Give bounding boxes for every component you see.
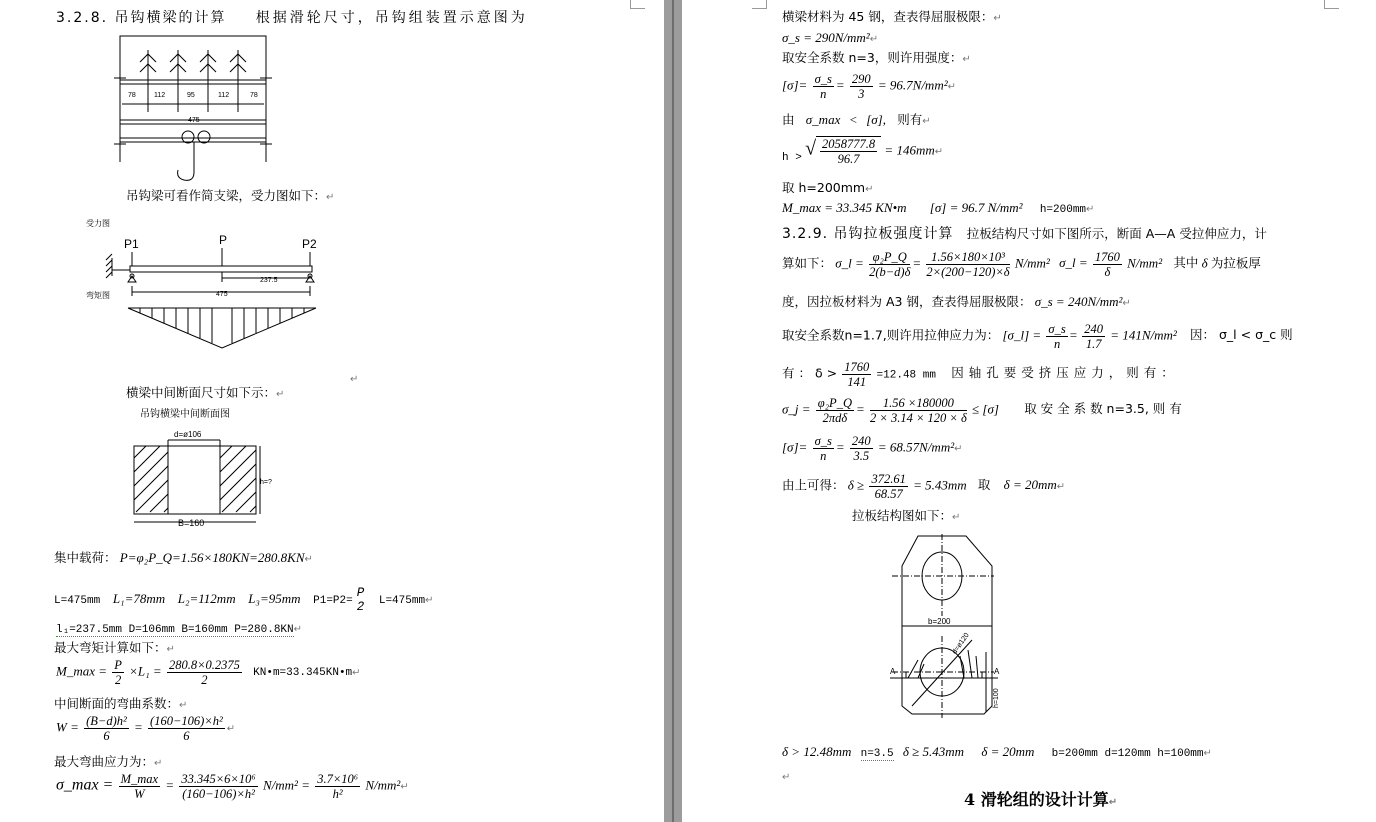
span-label: 475 xyxy=(216,291,228,298)
stress-label: 最大弯曲应力为： xyxy=(54,754,155,769)
beam-text: 吊钩梁可看作简支梁，受力图如下： xyxy=(126,188,327,203)
load-formula: P=φ₂P_Q=1.56×180KN=280.8KN xyxy=(119,550,305,565)
plate-figure-caption: 拉板结构图如下：↵ xyxy=(852,508,961,523)
cross-section-h-label: h=? xyxy=(260,479,272,486)
document-page-left xyxy=(0,0,664,822)
summary-line-1: M_max = 33.345 KN•m [σ] = 96.7 N/mm² h=200mm↵ xyxy=(782,200,1095,216)
fig1-total-label: 475 xyxy=(188,117,200,124)
safety-factor-line: 取安全系数 n=3，则许用强度：↵ xyxy=(782,50,971,65)
params-2-text: l₁=237.5mm D=106mm B=160mm P=280.8KN xyxy=(56,624,294,636)
half-span-label: 237.5 xyxy=(260,277,278,284)
fig1-dim-label: 112 xyxy=(154,92,166,99)
param-p1p2: P1=P2= xyxy=(313,594,353,607)
allowable-bearing-equation: [σ]= $\frac{\sigma\_s}{n}$ = $\frac{240}{3.5}$ = 68.57N/mm²↵ xyxy=(782,434,963,463)
pull-plate-diagram xyxy=(888,532,1008,722)
final-summary-line: δ > 12.48mm n=3.5 δ ≥ 5.43mm δ = 20mm b=200mm d=120mm h=100mm↵ xyxy=(782,744,1212,760)
param-l3: L₃=95mm xyxy=(248,590,301,606)
paragraph-mark: ↵ xyxy=(350,374,359,385)
beam-force-moment-diagram xyxy=(84,214,344,354)
material-line: 横梁材料为 45 钢，查表得屈服极限：↵ xyxy=(782,9,1002,24)
fig1-dim-label: 95 xyxy=(187,92,195,99)
h-choice-line: 取 h=200mm↵ xyxy=(782,180,874,195)
section-intro: 根据滑轮尺寸，吊钩组装置示意图为 xyxy=(255,10,528,26)
document-page-right xyxy=(682,0,1376,822)
plate-b-label: b=200 xyxy=(928,617,951,626)
plate-d-label: d=ø120 xyxy=(951,631,971,656)
section-heading-3-2-8 xyxy=(56,10,528,26)
condition-line: 由 σ_max < [σ], 则有↵ xyxy=(782,112,931,127)
allowable-stress-equation: [σ]= $\frac{\sigma\_s}{n}$ = $\frac{290}{3}$ = 96.7N/mm²↵ xyxy=(782,72,956,101)
moment-label: 最大弯矩计算如下： xyxy=(54,640,167,655)
moment-equation: M_max = $\frac{P}{2}$ ×L₁ = $\frac{280.8\times 0.2375}{2}$ KN•m=33.345KN•m↵ xyxy=(56,658,361,687)
stress-heading: 最大弯曲应力为：↵ xyxy=(54,754,163,769)
param-l: L=475mm xyxy=(54,594,101,607)
allowable-tension-equation: 取安全系数n=1.7,则许用拉伸应力为： [σ_l] = $\frac{\sigma\_s}{n}$ = $\frac{240}{1.7}$ = 141N/mm² 因： σ_l < σ_c 则 xyxy=(782,322,1293,351)
section-a-label: A xyxy=(994,667,1000,676)
load-label: 集中载荷： xyxy=(54,550,117,565)
hook-assembly-diagram xyxy=(110,32,280,184)
w-heading: 中间断面的弯曲系数：↵ xyxy=(54,696,188,711)
cross-section-b-label: B=160 xyxy=(178,518,205,528)
page-corner-mark xyxy=(752,0,767,9)
load-line: 集中载荷： P=φ₂P_Q=1.56×180KN=280.8KN↵ xyxy=(54,550,313,565)
fraction: P 2 xyxy=(356,586,365,614)
params-line-2: l₁=237.5mm D=106mm B=160mm P=280.8KN↵ xyxy=(56,624,303,636)
yield-stress-a3-line: 度，因拉板材料为 A3 钢，查表得屈服极限： σ_s = 240N/mm²↵ xyxy=(782,294,1131,309)
section-heading-3-2-9 xyxy=(782,226,1267,242)
fig1-dim-label: 78 xyxy=(128,92,136,99)
fig1-dim-label: 112 xyxy=(218,92,230,99)
tension-stress-equation: 算如下： σ_l = $\frac{\text{φ₂P\_Q}}{2(b-d)\delta}$ = $\frac{\text{1.56×180×10³}}{2\times(200-120)\times\delta}$ N/mm² σ_l = $\frac{1760}{\delta}$ N/mm² 其中 δ 为拉板厚 xyxy=(782,250,1261,279)
section-a-label: A xyxy=(890,667,896,676)
yield-stress-line: σ_s = 290N/mm²↵ xyxy=(782,30,879,45)
plate-h-label: h=100 xyxy=(993,688,1000,708)
cross-section-title: 吊钩横梁中间断面图 xyxy=(140,409,230,420)
moment-heading: 最大弯矩计算如下：↵ xyxy=(54,640,175,655)
paragraph-mark: ↵ xyxy=(782,772,791,783)
page-corner-mark xyxy=(630,0,645,9)
bearing-stress-equation: σ_j = $\frac{\text{φ₂P\_Q}}{\text{2πdδ}}$ = $\frac{1.56 \times 180000}{2 \times 3.14 \times 120 \times \delta}$ ≤ [σ] 取 安 全 系 数 n=3.5, 则 有 xyxy=(782,396,1182,425)
chapter-4-heading: 4 滑轮组的设计计算↵ xyxy=(964,790,1118,809)
cross-section-d-label: d=ø106 xyxy=(174,430,202,439)
force-diagram-label: 受力图 xyxy=(86,219,110,228)
param-l-repeat: L=475mm xyxy=(378,594,426,607)
thickness-result-line: 由上可得： δ ≥ $\frac{372.61}{68.57}$ = 5.43mm 取 δ = 20mm↵ xyxy=(782,472,1066,501)
moment-diagram-label: 弯矩图 xyxy=(86,291,110,300)
param-l2: L₂=112mm xyxy=(177,590,236,606)
section-size-label: 横梁中间断面尺寸如下示： xyxy=(126,385,277,400)
page-corner-mark xyxy=(1324,0,1339,9)
force-label-p1: P1 xyxy=(124,237,139,251)
beam-cross-section-diagram xyxy=(128,404,288,528)
force-label-p2: P2 xyxy=(302,237,317,251)
thickness-condition-line: 有 ： δ > $\frac{1760}{141}$ =12.48 mm 因轴孔要受挤压应力，则有： xyxy=(782,360,1179,389)
force-label-p: P xyxy=(219,233,228,247)
param-l1: L₁=78mm xyxy=(112,590,166,606)
section-title: 3.2.8. 吊钩横梁的计算 xyxy=(56,10,227,26)
section-intro: 拉板结构尺寸如下图所示，断面 A—A 受拉伸应力，计 xyxy=(966,226,1267,241)
w-equation: W = $\frac{\text{(B−d)h²}}{6}$ = $\frac{\text{(160−106)×h²}}{6}$ ↵ xyxy=(56,714,236,743)
page-gutter xyxy=(664,0,682,822)
section-title: 3.2.9. 吊钩拉板强度计算 xyxy=(782,226,954,242)
section-size-text: 横梁中间断面尺寸如下示：↵ xyxy=(126,385,285,400)
fig1-dim-label: 78 xyxy=(250,92,258,99)
h-equation: h > √ $\frac{2058777.8}{96.7}$ = 146mm↵ xyxy=(782,137,944,166)
beam-description: 吊钩梁可看作简支梁，受力图如下：↵ xyxy=(126,188,335,203)
params-line-1: L=475mm L₁=78mm L₂=112mm L₃=95mm P1=P2= P 2 L=475mm↵ xyxy=(54,586,434,614)
w-label: 中间断面的弯曲系数： xyxy=(54,696,180,711)
stress-equation: σ_max = $\frac{M\_\max}{W}$ = $\frac{\text{33.345×6×10⁶}}{\text{(160−106)×h²}}$ N/mm² = $\frac{\text{3.7×10⁶}}{\text{h²}}$ N/mm²↵ xyxy=(56,772,409,801)
